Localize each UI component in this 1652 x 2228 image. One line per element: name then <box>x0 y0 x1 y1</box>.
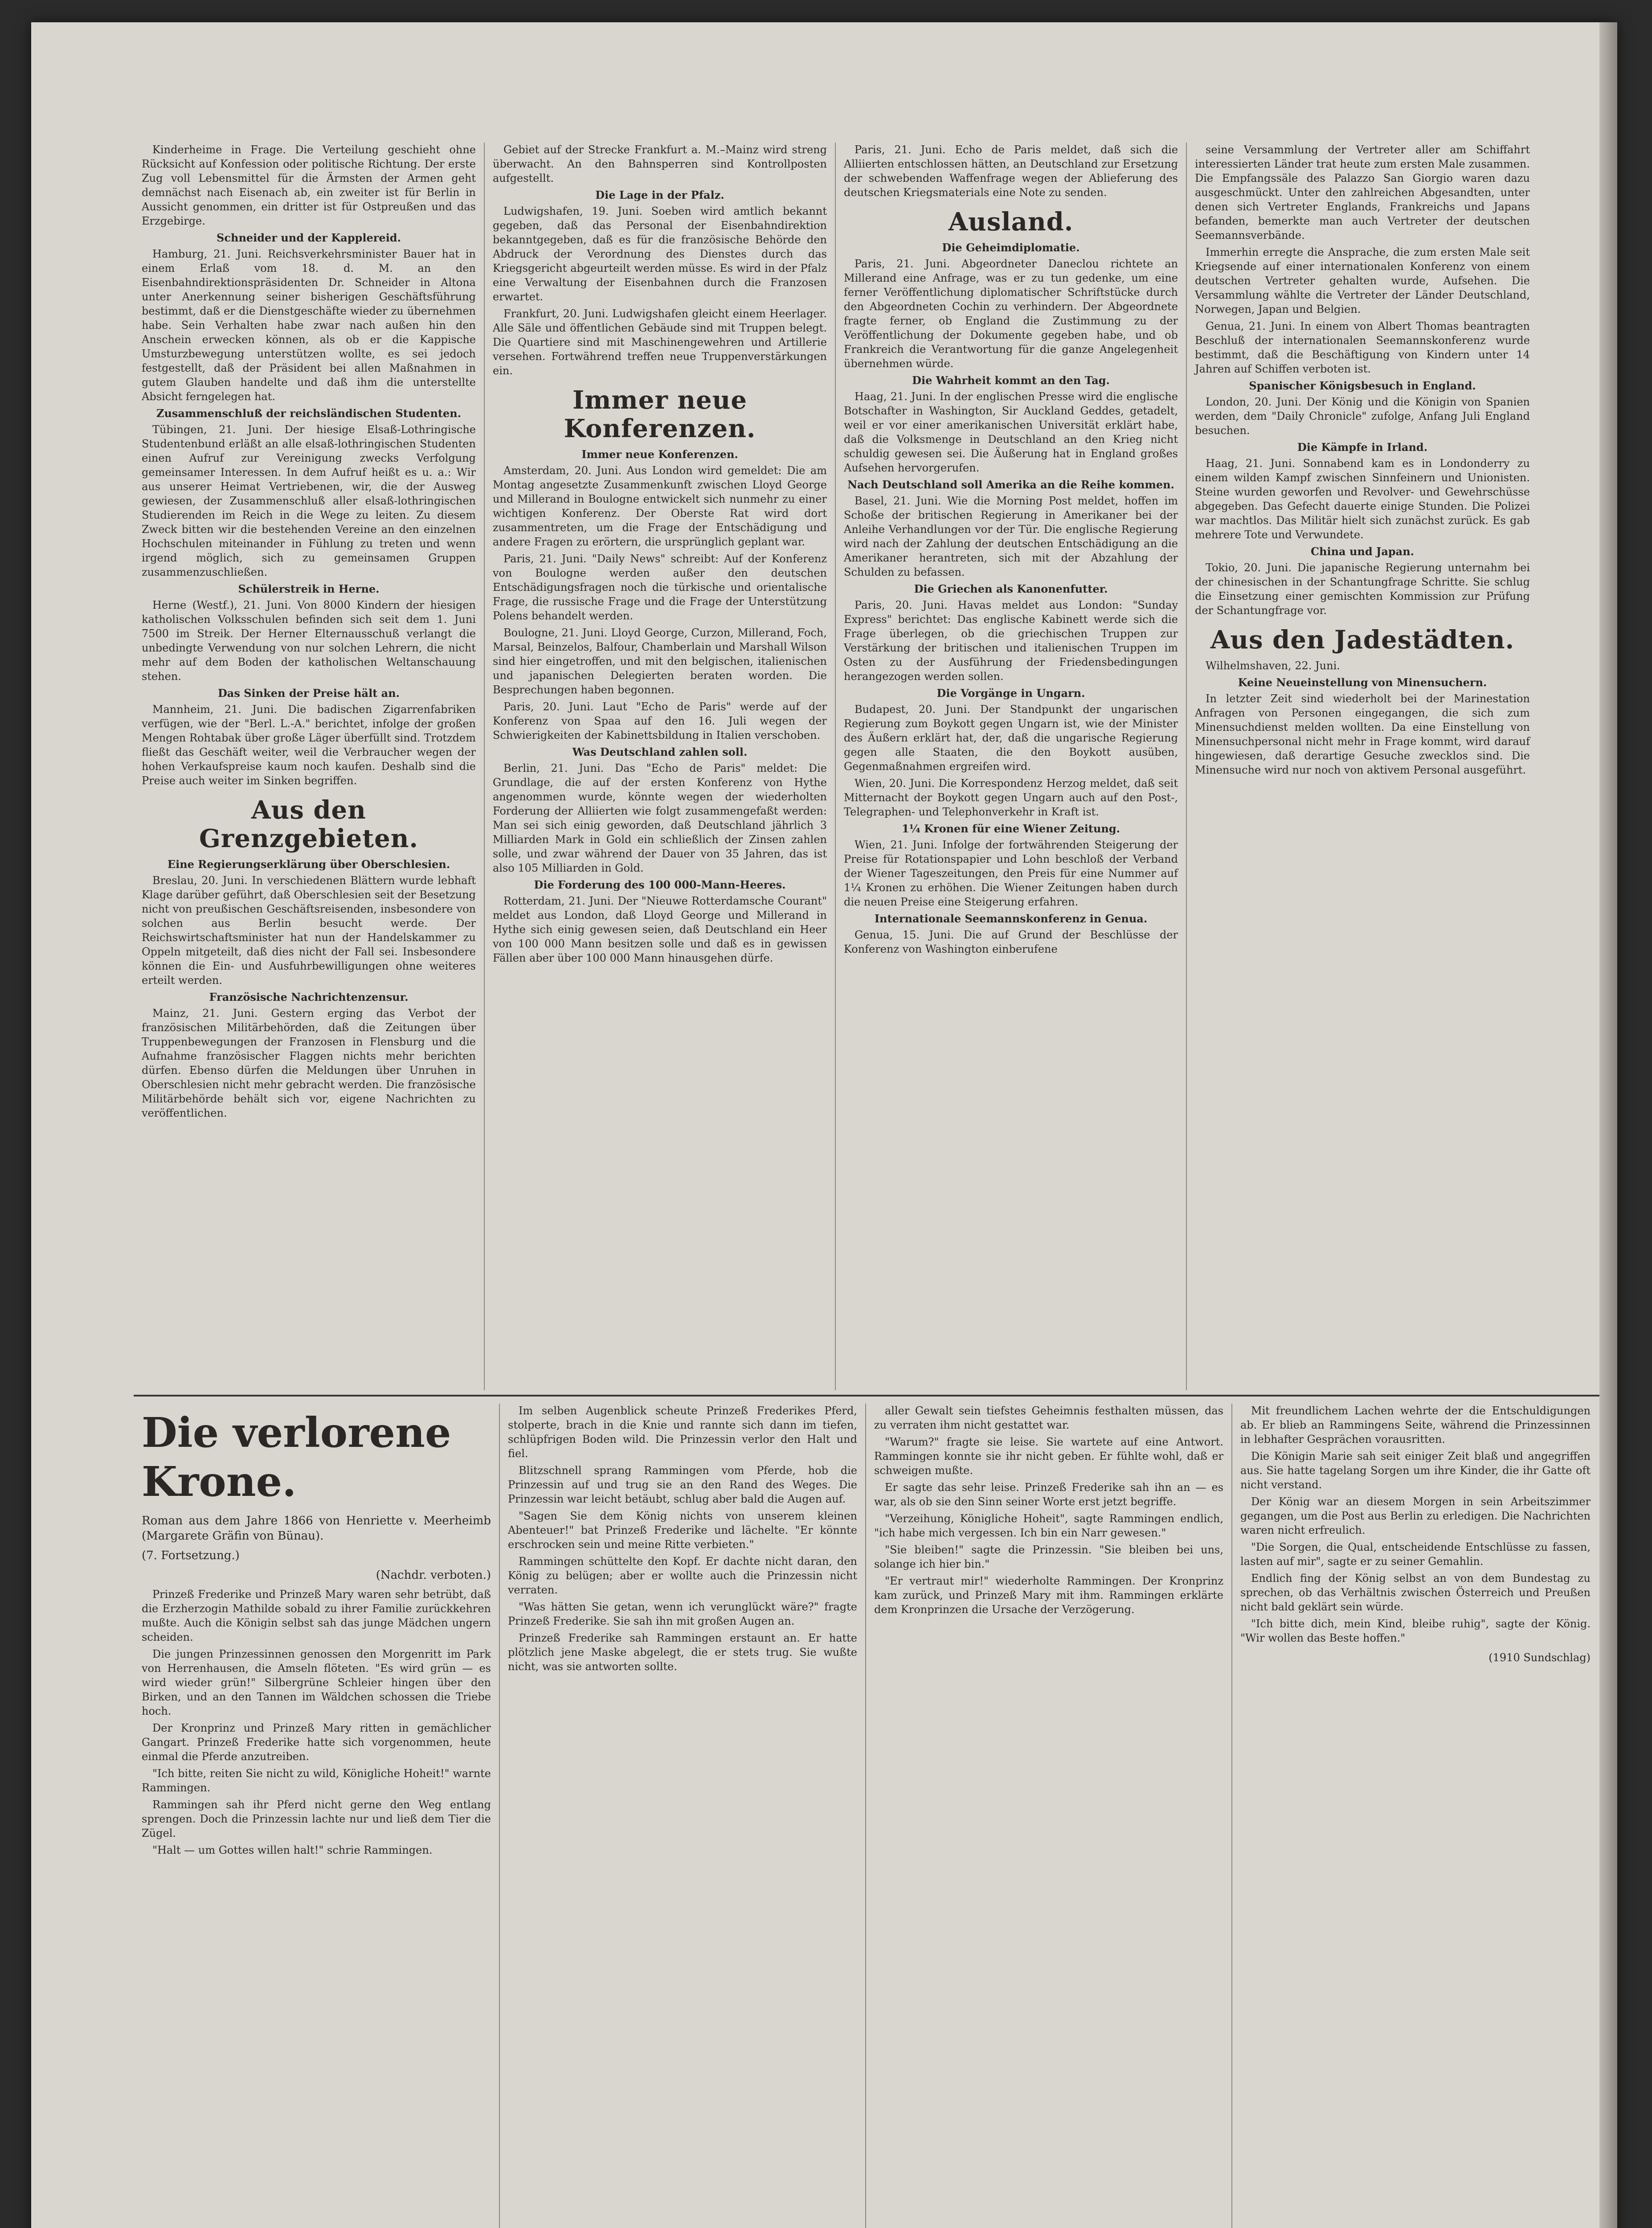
feuilleton-col-3 <box>866 1404 1232 2228</box>
story-paragraph: "Was hätten Sie getan, wenn ich verunglückt wäre?" fragte Prinzeß Frederike. Sie sah ihn mit großen Augen an. <box>508 1601 857 1627</box>
article-headline: Keine Neueinstellung von Minensuchern. <box>1238 676 1487 689</box>
story-paragraph: aller Gewalt sein tiefstes Geheimnis festhalten müssen, das zu verraten ihm nicht gestattet war. <box>874 1405 1223 1431</box>
section-heading: Ausland. <box>948 207 1074 237</box>
story-paragraph: Rammingen sah ihr Pferd nicht gerne den Weg entlang sprengen. Doch die Prinzessin lachte nur und ließ dem Tier die Zügel. <box>142 1798 491 1839</box>
article-paragraph: Amsterdam, 20. Juni. Aus London wird gemeldet: Die am Montag angesetzte Zusammenkunft zwischen Lloyd George und Millerand in Boulogne entwickelt sich nunmehr zu einer wichtigen Konferenz. Der Oberste Rat wird dort zusammentreten, um die Frage der Entschädigung und andere Fragen zu erörtern, die ursprünglich geplant war. <box>493 464 827 548</box>
article-paragraph: Haag, 21. Juni. Sonnabend kam es in Londonderry zu einem wilden Kampf zwischen Sinnfeinern und Unionisten. Steine wurden geworfen und Revolver- und Gewehrschüsse abgegeben. Das Gefecht dauerte einige Stunden. Die Polizei war machtlos. Das Militär hielt sich zunächst zurück. Es gab mehrere Tote und Verwundete. <box>1195 457 1530 541</box>
section-heading: Immer neue Konferenzen. <box>564 385 756 443</box>
article-headline: Eine Regierungserklärung über Oberschlesien. <box>167 858 450 871</box>
article-headline: Spanischer Königsbesuch in England. <box>1249 379 1476 392</box>
article-headline: Internationale Seemannskonferenz in Genua. <box>874 912 1148 925</box>
article-headline: China und Japan. <box>1310 545 1415 558</box>
newspaper-page <box>31 22 1617 2228</box>
story-paragraph: Er sagte das sehr leise. Prinzeß Frederike sah ihn an — es war, als ob sie den Sinn seiner Worte erst jetzt begriffe. <box>874 1481 1223 1508</box>
article-headline: Die Kämpfe in Irland. <box>1297 441 1428 454</box>
article-headline: Zusammenschluß der reichsländischen Studenten. <box>156 407 462 420</box>
article-paragraph: Kinderheime in Frage. Die Verteilung geschieht ohne Rücksicht auf Konfession oder politische Richtung. Der erste Zug voll Lebensmittel für die Ärmsten der Armen geht demnächst nach Eisenach ab, ein zweiter ist für Berlin in Aussicht genommen, ein dritter ist für Ostpreußen und das Erzgebirge. <box>142 143 476 227</box>
news-column-3 <box>836 143 1187 1390</box>
article-paragraph: Frankfurt, 20. Juni. Ludwigshafen gleicht einem Heerlager. Alle Säle und öffentlichen Gebäude sind mit Truppen belegt. Die Quartiere sind mit Maschinengewehren und Artillerie versehen. Fortwährend treffen neue Truppenverstärkungen ein. <box>493 307 827 377</box>
article-paragraph: Breslau, 20. Juni. In verschiedenen Blättern wurde lebhaft Klage darüber geführt, daß Oberschlesien seit der Besetzung nicht von preußischen Geschäftsreisenden, insbesondere von solchen aus Berlin besucht werde. Der Reichswirtschaftsminister hat nun der Handelskammer zu Oppeln mitgeteilt, daß dies nicht der Fall sei. Insbesondere können die Ein- und Ausfuhrbewilligungen ohne weiteres erteilt werden. <box>142 874 476 987</box>
article-paragraph: Tokio, 20. Juni. Die japanische Regierung unternahm bei der chinesischen in der Schantungfrage Schritte. Sie schlug die Einsetzung einer gemischten Kommission zur Prüfung der Schantungfrage vor. <box>1195 561 1530 617</box>
news-column-2 <box>485 143 836 1390</box>
article-headline: Die Vorgänge in Ungarn. <box>936 687 1085 700</box>
article-headline: Die Griechen als Kanonenfutter. <box>914 582 1108 595</box>
feuilleton-title: Die verlorene Krone. <box>142 1409 451 1506</box>
article-paragraph: Ludwigshafen, 19. Juni. Soeben wird amtlich bekannt gegeben, daß das Personal der Eisenbahndirektion bekanntgegeben, daß es für die französische Behörde den Abdruck der Verordnung des Dienstes durch das Kriegsgericht abgeurteilt werden müsse. Es wird in der Pfalz eine Verwaltung der Eisenbahnen durch die Franzosen erwartet. <box>493 205 827 303</box>
article-paragraph: Tübingen, 21. Juni. Der hiesige Elsaß-Lothringische Studentenbund erläßt an alle elsaß-lothringischen Studenten einen Aufruf zur Vereinigung zwecks Verfolgung gemeinsamer Interessen. In dem Aufruf heißt es u. a.: Wir aus unserer Heimat Vertriebenen, wir, die der Ausweg gewiesen, der Zusammenschluß aller elsaß-lothringischen Studierenden im Reich in die Wege zu leiten. Zu diesem Zweck bitten wir die bestehenden Vereine an den einzelnen Hochschulen miteinander in Fühlung zu treten und wenn irgend möglich, sich zu gemeinsamen Gruppen zusammenzuschließen. <box>142 423 476 578</box>
page-fold-shadow <box>1599 22 1617 2228</box>
story-paragraph: "Er vertraut mir!" wiederholte Rammingen. Der Kronprinz kam zurück, und Prinzeß Mary mit ihm. Rammingen erklärte dem Kronprinzen die Ursache der Verzögerung. <box>874 1575 1223 1616</box>
article-headline: 1¼ Kronen für eine Wiener Zeitung. <box>901 822 1120 835</box>
article-paragraph: Paris, 21. Juni. "Daily News" schreibt: Auf der Konferenz von Boulogne werden außer den deutschen Entschädigungsfragen noch die türkische und orientalische Frage, die russische Frage und die Frage der Unterstützung Polens behandelt werden. <box>493 553 827 622</box>
news-column-1 <box>134 143 485 1390</box>
article-paragraph: Wien, 20. Juni. Die Korrespondenz Herzog meldet, daß seit Mitternacht der Boykott gegen Ungarn auch auf den Post-, Telegraphen- und Telephonverkehr in Kraft ist. <box>844 777 1178 818</box>
story-paragraph: Der Kronprinz und Prinzeß Mary ritten in gemächlicher Gangart. Prinzeß Frederike hatte sich vorgenommen, heute einmal die Pferde anzutreiben. <box>142 1722 491 1763</box>
article-paragraph: Budapest, 20. Juni. Der Standpunkt der ungarischen Regierung zum Boykott gegen Ungarn ist, wie der Minister des Äußern erklärt hat, der, daß die ungarische Regierung gegen alle Staaten, die den Boykott ausüben, Gegenmaßnahmen ergreifen wird. <box>844 703 1178 773</box>
article-paragraph: Gebiet auf der Strecke Frankfurt a. M.–Mainz wird streng überwacht. An den Bahnsperren sind Kontrollposten aufgestellt. <box>493 143 827 184</box>
article-paragraph: Paris, 20. Juni. Havas meldet aus London: "Sunday Express" berichtet: Das englische Kabinett werde sich die Frage überlegen, ob die griechischen Truppen zur Verstärkung der britischen und italienischen Truppen im Osten zu der Ausführung der Friedensbedingungen herangezogen werden sollen. <box>844 599 1178 683</box>
feuilleton-installment: (7. Fortsetzung.) <box>142 1549 240 1562</box>
story-paragraph: "Die Sorgen, die Qual, entscheidende Entschlüsse zu fassen, lasten auf mir", sagte er zu seiner Gemahlin. <box>1240 1541 1591 1568</box>
feuilleton-col-2 <box>500 1404 866 2228</box>
article-paragraph: Boulogne, 21. Juni. Lloyd George, Curzon, Millerand, Foch, Marsal, Beinzelos, Balfour, Chamberlain und Marshall Wilson sind hier eingetroffen, und mit den belgischen, italienischen und japanischen Delegierten beraten worden. Die Besprechungen haben begonnen. <box>493 627 827 696</box>
article-headline: Immer neue Konferenzen. <box>581 448 738 461</box>
article-paragraph: In letzter Zeit sind wiederholt bei der Marinestation Anfragen von Personen eingegangen, die sich zum Minensuchdienst melden wollten. Da eine Einstellung von Minensuchpersonal nicht mehr in Frage kommt, wird darauf hingewiesen, daß derartige Gesuche zwecklos sind. Die Minensuche wird nur noch von aktivem Personal ausgeführt. <box>1195 692 1530 776</box>
article-paragraph: seine Versammlung der Vertreter aller am Schiffahrt interessierten Länder trat heute zum ersten Male zusammen. Die Empfangssäle des Palazzo San Giorgio waren dazu ausgeschmückt. Unter den zahlreichen Abgesandten, unter denen sich Vertreter Englands, Frankreichs und Japans befanden, bemerkte man auch Vertreter der deutschen Seemannsverbände. <box>1195 143 1530 242</box>
article-paragraph: Wien, 21. Juni. Infolge der fortwährenden Steigerung der Preise für Rotationspapier und Lohn beschloß der Verband der Wiener Tageszeitungen, den Preis für eine Nummer auf 1¼ Kronen zu erhöhen. Die Wiener Zeitungen haben durch die neuen Preise eine Steigerung erfahren. <box>844 839 1178 908</box>
copyright-note: (1910 Sundschlag) <box>1488 1651 1591 1664</box>
article-headline: Die Geheimdiplomatie. <box>942 241 1080 254</box>
article-headline: Die Wahrheit kommt an den Tag. <box>912 374 1110 387</box>
article-paragraph: Genua, 15. Juni. Die auf Grund der Beschlüsse der Konferenz von Washington einberufene <box>844 929 1178 955</box>
news-column-4 <box>1187 143 1538 1390</box>
story-paragraph: Mit freundlichem Lachen wehrte der die Entschuldigungen ab. Er blieb an Rammingens Seite, während die Prinzessinnen in lebhafter Gesprächen vorausritten. <box>1240 1405 1591 1446</box>
feuilleton-notice: (Nachdr. verboten.) <box>376 1569 491 1582</box>
section-heading: Aus den Grenzgebieten. <box>199 795 419 853</box>
feuilleton-section <box>134 1404 1599 2228</box>
article-paragraph: Herne (Westf.), 21. Juni. Von 8000 Kindern der hiesigen katholischen Volksschulen befinden sich seit dem 1. Juni 7500 im Streik. Der Herner Elternausschuß verlangt die unbedingte Verwendung von nur solchen Lehrern, die nicht mehr auf dem Boden der katholischen Weltanschauung stehen. <box>142 599 476 683</box>
article-paragraph: Hamburg, 21. Juni. Reichsverkehrsminister Bauer hat in einem Erlaß vom 18. d. M. an den Eisenbahndirektionspräsidenten Dr. Schneider in Altona unter Anerkennung seiner bisherigen Geschäftsführung bestimmt, daß er die Dienstgeschäfte wieder zu übernehmen habe. Sein Verhalten habe zwar nach außen hin den Anschein erwecken können, als ob er die Kappische Umsturzbewegung unterstützen wollte, es sei jedoch festgestellt, daß der Präsident bei allen Maßnahmen in gutem Glauben handelte und daß ihm die unterstellte Absicht ferngelegen hat. <box>142 248 476 403</box>
article-paragraph: Mannheim, 21. Juni. Die badischen Zigarrenfabriken verfügen, wie der "Berl. L.-A." berichtet, infolge der großen Mengen Rohtabak über große Läger überfüllt sind. Trotzdem fließt das Geschäft weiter, weil die Verbraucher wegen der hohen Verkaufspreise kaum noch kaufen. Deshalb sind die Preise auch weiter im Sinken begriffen. <box>142 703 476 787</box>
feuilleton-meta: Roman aus dem Jahre 1866 von Henriette v. Meerheimb (Margarete Gräfin von Bünau). <box>142 1514 491 1543</box>
article-headline: Schneider und der Kapplereid. <box>217 231 401 244</box>
article-headline: Was Deutschland zahlen soll. <box>572 745 748 758</box>
article-paragraph: Immerhin erregte die Ansprache, die zum ersten Male seit Kriegsende auf einer internationalen Konferenz von einem deutschen Vertreter gehalten wurde, Aufsehen. Die Versammlung wählte die Vertreter der Länder Deutschland, Norwegen, Japan und Belgien. <box>1195 246 1530 315</box>
article-paragraph: Rotterdam, 21. Juni. Der "Nieuwe Rotterdamsche Courant" meldet aus London, daß Lloyd George und Millerand in Hythe sich einig gewesen seien, daß Deutschland ein Heer von 100 000 Mann besitzen solle und daß es in gewissen Fällen aber über 100 000 Mann hinausgehen dürfe. <box>493 895 827 964</box>
story-paragraph: "Halt — um Gottes willen halt!" schrie Rammingen. <box>152 1844 433 1856</box>
section-divider <box>134 1395 1599 1397</box>
story-paragraph: "Verzeihung, Königliche Hoheit", sagte Rammingen endlich, "ich habe mich vergessen. Ich bin ein Narr gewesen." <box>874 1512 1223 1539</box>
feuilleton-col-4 <box>1232 1404 1599 2228</box>
story-paragraph: Die Königin Marie sah seit einiger Zeit blaß und angegriffen aus. Sie hatte tagelang Sorgen um ihre Kinder, die ihr Gatte oft nicht verstand. <box>1240 1450 1591 1491</box>
article-paragraph: Paris, 21. Juni. Echo de Paris meldet, daß sich die Alliierten entschlossen hätten, an Deutschland zur Ersetzung der schwebenden Waffenfrage wegen der Ablieferung des deutschen Kriegsmaterials eine Note zu senden. <box>844 143 1178 199</box>
article-headline: Die Forderung des 100 000-Mann-Heeres. <box>534 878 786 891</box>
story-paragraph: Prinzeß Frederike und Prinzeß Mary waren sehr betrübt, daß die Erzherzogin Mathilde sobald zu ihrer Familie zurückkehren mußte. Auch die Königin selbst sah das junge Mädchen ungern scheiden. <box>142 1588 491 1643</box>
article-paragraph: Paris, 21. Juni. Abgeordneter Daneclou richtete an Millerand eine Anfrage, was er zu tun gedenke, um eine ferner Veröffentlichung diplomatischer Schriftstücke durch den Abgeordneten Cochin zu verhindern. Der Abgeordnete fragte ferner, ob England die Zustimmung zu der Veröffentlichung der Dokumente gegeben habe, und ob Frankreich die Verantwortung für die ganze Angelegenheit übernehmen würde. <box>844 258 1178 370</box>
story-paragraph: Im selben Augenblick scheute Prinzeß Frederikes Pferd, stolperte, brach in die Knie und rannte sich dann im tiefen, schlüpfrigen Boden wild. Die Prinzessin verlor den Halt und fiel. <box>508 1405 857 1460</box>
story-paragraph: Der König war an diesem Morgen in sein Arbeitszimmer gegangen, um die Post aus Berlin zu erledigen. Die Nachrichten waren nicht erfreulich. <box>1240 1495 1591 1536</box>
article-headline: Die Lage in der Pfalz. <box>595 188 724 201</box>
article-paragraph: Mainz, 21. Juni. Gestern erging das Verbot der französischen Militärbehörden, daß die Zeitungen über Truppenbewegungen der Franzosen in Flensburg und die Aufnahme französischer Flaggen nichts mehr berichten dürfen. Ebenso dürfen die Meldungen über Unruhen in Oberschlesien nicht mehr gebracht werden. Die französische Militärbehörde behält sich vor, eigene Nachrichten zu veröffentlichen. <box>142 1007 476 1119</box>
story-paragraph: "Ich bitte dich, mein Kind, bleibe ruhig", sagte der König. "Wir wollen das Beste hoffen." <box>1240 1618 1591 1644</box>
article-headline: Das Sinken der Preise hält an. <box>217 687 400 700</box>
article-paragraph: Genua, 21. Juni. In einem von Albert Thomas beantragten Beschluß der internationalen Seemannskonferenz wurde bestimmt, daß die Beschäftigung von Kindern unter 14 Jahren auf Schiffen verboten ist. <box>1195 320 1530 375</box>
article-paragraph: London, 20. Juni. Der König und die Königin von Spanien werden, dem "Daily Chronicle" zufolge, Anfang Juli England besuchen. <box>1195 396 1530 437</box>
story-paragraph: "Sagen Sie dem König nichts von unserem kleinen Abenteuer!" bat Prinzeß Frederike und lächelte. "Er könnte erschrocken sein und meine Ritte verbieten." <box>508 1510 857 1551</box>
story-paragraph: Rammingen schüttelte den Kopf. Er dachte nicht daran, den König zu belügen; aber er wollte auch die Prinzessin nicht verraten. <box>508 1555 857 1596</box>
article-headline: Schülerstreik in Herne. <box>238 582 380 595</box>
article-headline: Nach Deutschland soll Amerika an die Reihe kommen. <box>847 478 1174 491</box>
story-paragraph: Blitzschnell sprang Rammingen vom Pferde, hob die Prinzessin auf und trug sie an den Rand des Weges. Die Prinzessin war leicht betäubt, schlug aber bald die Augen auf. <box>508 1464 857 1505</box>
story-paragraph: Prinzeß Frederike sah Rammingen erstaunt an. Er hatte plötzlich jene Maske abgelegt, die er stets trug. Sie wußte nicht, was sie antworten sollte. <box>508 1632 857 1673</box>
article-paragraph: Wilhelmshaven, 22. Juni. <box>1206 659 1340 672</box>
feuilleton-col-1 <box>134 1404 500 2228</box>
story-paragraph: Die jungen Prinzessinnen genossen den Morgenritt im Park von Herrenhausen, die Amseln flöteten. "Es wird grün — es wird wieder grün!" Silbergrüne Schleier hingen über den Birken, und an den Tannen im Wäldchen schossen die Triebe hoch. <box>142 1648 491 1717</box>
story-paragraph: "Ich bitte, reiten Sie nicht zu wild, Königliche Hoheit!" warnte Rammingen. <box>142 1767 491 1794</box>
article-paragraph: Basel, 21. Juni. Wie die Morning Post meldet, hoffen im Schoße der britischen Regierung in Amerikaner bei der Anleihe Verhandlungen vor der Tür. Die englische Regierung wird nach der Zahlung der deutschen Entschädigung an die Amerikaner herantreten, sich mit der Abzahlung der Schulden zu befassen. <box>844 495 1178 578</box>
article-headline: Französische Nachrichtenzensur. <box>209 991 409 1003</box>
article-paragraph: Paris, 20. Juni. Laut "Echo de Paris" werde auf der Konferenz von Spaa auf den 16. Juli wegen der Schwierigkeiten der Kabinettsbildung in Italien verschoben. <box>493 700 827 741</box>
article-paragraph: Berlin, 21. Juni. Das "Echo de Paris" meldet: Die Grundlage, die auf der ersten Konferenz von Hythe angenommen wurde, könnte wegen der wiederholten Forderung der Alliierten wie folgt zusammengefaßt werden: Man sei sich einig geworden, daß Deutschland jährlich 3 Milliarden Mark in Gold ein schließlich der Zinsen zahlen solle, und zwar während der Dauer von 35 Jahren, das ist also 105 Milliarden in Gold. <box>493 762 827 874</box>
story-paragraph: Endlich fing der König selbst an von dem Bundestag zu sprechen, ob das Verhältnis zwischen Österreich und Preußen nicht bald geklärt sein würde. <box>1240 1572 1591 1613</box>
news-section <box>134 143 1599 1390</box>
story-paragraph: "Sie bleiben!" sagte die Prinzessin. "Sie bleiben bei uns, solange ich hier bin." <box>874 1544 1223 1570</box>
article-paragraph: Haag, 21. Juni. In der englischen Presse wird die englische Botschafter in Washington, Sir Auckland Geddes, getadelt, weil er vor einer amerikanischen Universität erklärt habe, daß die Volksmenge in Deutschland an den Krieg nicht schuldig gewesen sei. Die Äußerung hat in England großes Aufsehen hervorgerufen. <box>844 390 1178 474</box>
section-heading: Aus den Jadestädten. <box>1210 625 1515 655</box>
story-paragraph: "Warum?" fragte sie leise. Sie wartete auf eine Antwort. Rammingen konnte sie ihr nicht geben. Er fühlte wohl, daß er schweigen mußte. <box>874 1436 1223 1477</box>
